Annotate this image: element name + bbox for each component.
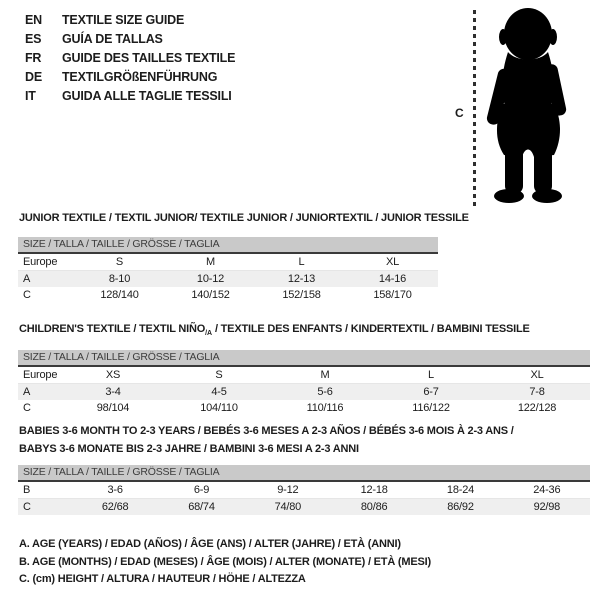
size-cell: L bbox=[428, 369, 434, 381]
guide-title-text: GUÍA DE TALLAS bbox=[62, 32, 163, 46]
table-row bbox=[18, 499, 590, 515]
language-code: FR bbox=[25, 51, 42, 65]
size-cell: 74/80 bbox=[274, 501, 302, 513]
title-line: BABYS 3-6 MONATE BIS 2-3 JAHRE / BAMBINI 3-6 MESI A 2-3 ANNI bbox=[19, 443, 359, 455]
guide-title-text: GUIDA ALLE TAGLIE TESSILI bbox=[62, 89, 232, 103]
size-cell: 14-16 bbox=[378, 273, 407, 285]
table-row bbox=[18, 482, 590, 499]
size-cell: XL bbox=[385, 256, 400, 268]
size-cell: 12-18 bbox=[360, 484, 388, 496]
size-cell: L bbox=[298, 256, 305, 268]
row-label: A bbox=[23, 386, 31, 398]
size-cell: 62/68 bbox=[101, 501, 129, 513]
size-cell: 5-6 bbox=[317, 386, 333, 398]
size-cell: XL bbox=[530, 369, 544, 381]
table-row bbox=[18, 271, 438, 287]
title-line: BABIES 3-6 MONTH TO 2-3 YEARS / BEBÉS 3-6 MESES A 2-3 AÑOS / BÉBÉS 3-6 MOIS À 2-3 ANS / bbox=[19, 425, 514, 437]
children-size-table bbox=[18, 350, 590, 416]
language-code: EN bbox=[25, 13, 42, 27]
language-title-list bbox=[25, 11, 235, 106]
title-subscript: /A bbox=[205, 330, 213, 338]
size-cell: 158/170 bbox=[373, 289, 412, 301]
size-cell: 116/122 bbox=[412, 402, 450, 414]
language-code: IT bbox=[25, 89, 36, 103]
junior-size-table bbox=[18, 237, 438, 303]
size-header-bar: SIZE / TALLA / TAILLE / GRÖSSE / TAGLIA bbox=[18, 465, 590, 482]
size-header-bar: SIZE / TALLA / TAILLE / GRÖSSE / TAGLIA bbox=[18, 350, 590, 367]
footnote-line-b: B. AGE (MONTHS) / EDAD (MESES) / ÂGE (MOIS) / ALTER (MONATE) / ETÀ (MESI) bbox=[19, 555, 431, 568]
size-cell: 68/74 bbox=[188, 501, 215, 513]
size-cell: 6-9 bbox=[193, 484, 210, 496]
language-code: DE bbox=[25, 70, 42, 84]
size-cell: 6-7 bbox=[423, 386, 439, 398]
size-cell: 152/158 bbox=[282, 289, 321, 301]
size-cell: 7-8 bbox=[529, 386, 545, 398]
junior-table-title: JUNIOR TEXTILE / TEXTIL JUNIOR/ TEXTILE JUNIOR / JUNIORTEXTIL / JUNIOR TESSILE bbox=[19, 212, 469, 224]
size-cell: M bbox=[206, 256, 215, 268]
babies-size-table bbox=[18, 465, 590, 515]
language-row bbox=[25, 68, 235, 87]
guide-title-text: TEXTILGRÖßENFÜHRUNG bbox=[62, 70, 218, 84]
title-text: CHILDREN'S TEXTILE / TEXTIL NIÑO bbox=[19, 323, 206, 335]
size-cell: 9-12 bbox=[277, 484, 299, 496]
guide-title-text: GUIDE DES TAILLES TEXTILE bbox=[62, 51, 236, 65]
footnote-line-a: A. AGE (YEARS) / EDAD (AÑOS) / ÂGE (ANS) / ALTER (JAHRE) / ETÀ (ANNI) bbox=[19, 538, 401, 550]
footnote-legend bbox=[19, 536, 431, 589]
size-cell: 86/92 bbox=[447, 501, 474, 513]
size-cell: 18-24 bbox=[446, 484, 475, 496]
size-cell: 92/98 bbox=[533, 501, 561, 513]
table-row bbox=[18, 367, 590, 384]
row-label: B bbox=[23, 484, 31, 496]
row-label: C bbox=[23, 289, 31, 301]
height-measure-label: C bbox=[455, 106, 464, 120]
size-cell: 8-10 bbox=[108, 273, 131, 285]
language-row bbox=[25, 49, 235, 68]
row-label: Europe bbox=[23, 256, 58, 268]
babies-table-title bbox=[19, 422, 514, 458]
size-cell: 98/104 bbox=[96, 402, 130, 414]
size-cell: 80/86 bbox=[360, 501, 388, 513]
size-cell: 110/116 bbox=[306, 402, 344, 414]
size-cell: 12-13 bbox=[287, 273, 316, 285]
row-label: C bbox=[23, 402, 31, 414]
size-header-bar: SIZE / TALLA / TAILLE / GRÖSSE / TAGLIA bbox=[18, 237, 438, 254]
size-cell: S bbox=[115, 256, 124, 268]
size-cell: 10-12 bbox=[196, 273, 225, 285]
table-row bbox=[18, 384, 590, 400]
language-row bbox=[25, 30, 235, 49]
footnote-line-c: C. (cm) HEIGHT / ALTURA / HAUTEUR / HÖHE / ALTEZZA bbox=[19, 573, 306, 585]
size-cell: 3-6 bbox=[107, 484, 123, 496]
table-row bbox=[18, 400, 590, 416]
size-cell: M bbox=[320, 369, 330, 381]
row-label: A bbox=[23, 273, 31, 285]
size-cell: 104/110 bbox=[200, 402, 238, 414]
row-label: Europe bbox=[23, 369, 58, 381]
language-code: ES bbox=[25, 32, 42, 46]
size-cell: 122/128 bbox=[517, 402, 557, 414]
language-row bbox=[25, 11, 235, 30]
height-measure-dotted-line bbox=[473, 10, 476, 206]
row-label: C bbox=[23, 501, 31, 513]
table-row bbox=[18, 287, 438, 303]
language-row bbox=[25, 87, 235, 106]
title-text: / TEXTILE DES ENFANTS / KINDERTEXTIL / BAMBINI TESSILE bbox=[212, 323, 530, 335]
size-cell: XS bbox=[105, 369, 121, 381]
size-cell: 24-36 bbox=[533, 484, 561, 496]
size-cell: 140/152 bbox=[191, 289, 230, 301]
children-table-title bbox=[19, 323, 530, 337]
size-cell: 3-4 bbox=[105, 386, 121, 398]
size-cell: 128/140 bbox=[100, 289, 139, 301]
size-cell: 4-5 bbox=[211, 386, 227, 398]
toddler-silhouette-icon bbox=[484, 8, 572, 206]
guide-title-text: TEXTILE SIZE GUIDE bbox=[62, 13, 185, 27]
size-cell: S bbox=[215, 369, 223, 381]
table-row bbox=[18, 254, 438, 271]
